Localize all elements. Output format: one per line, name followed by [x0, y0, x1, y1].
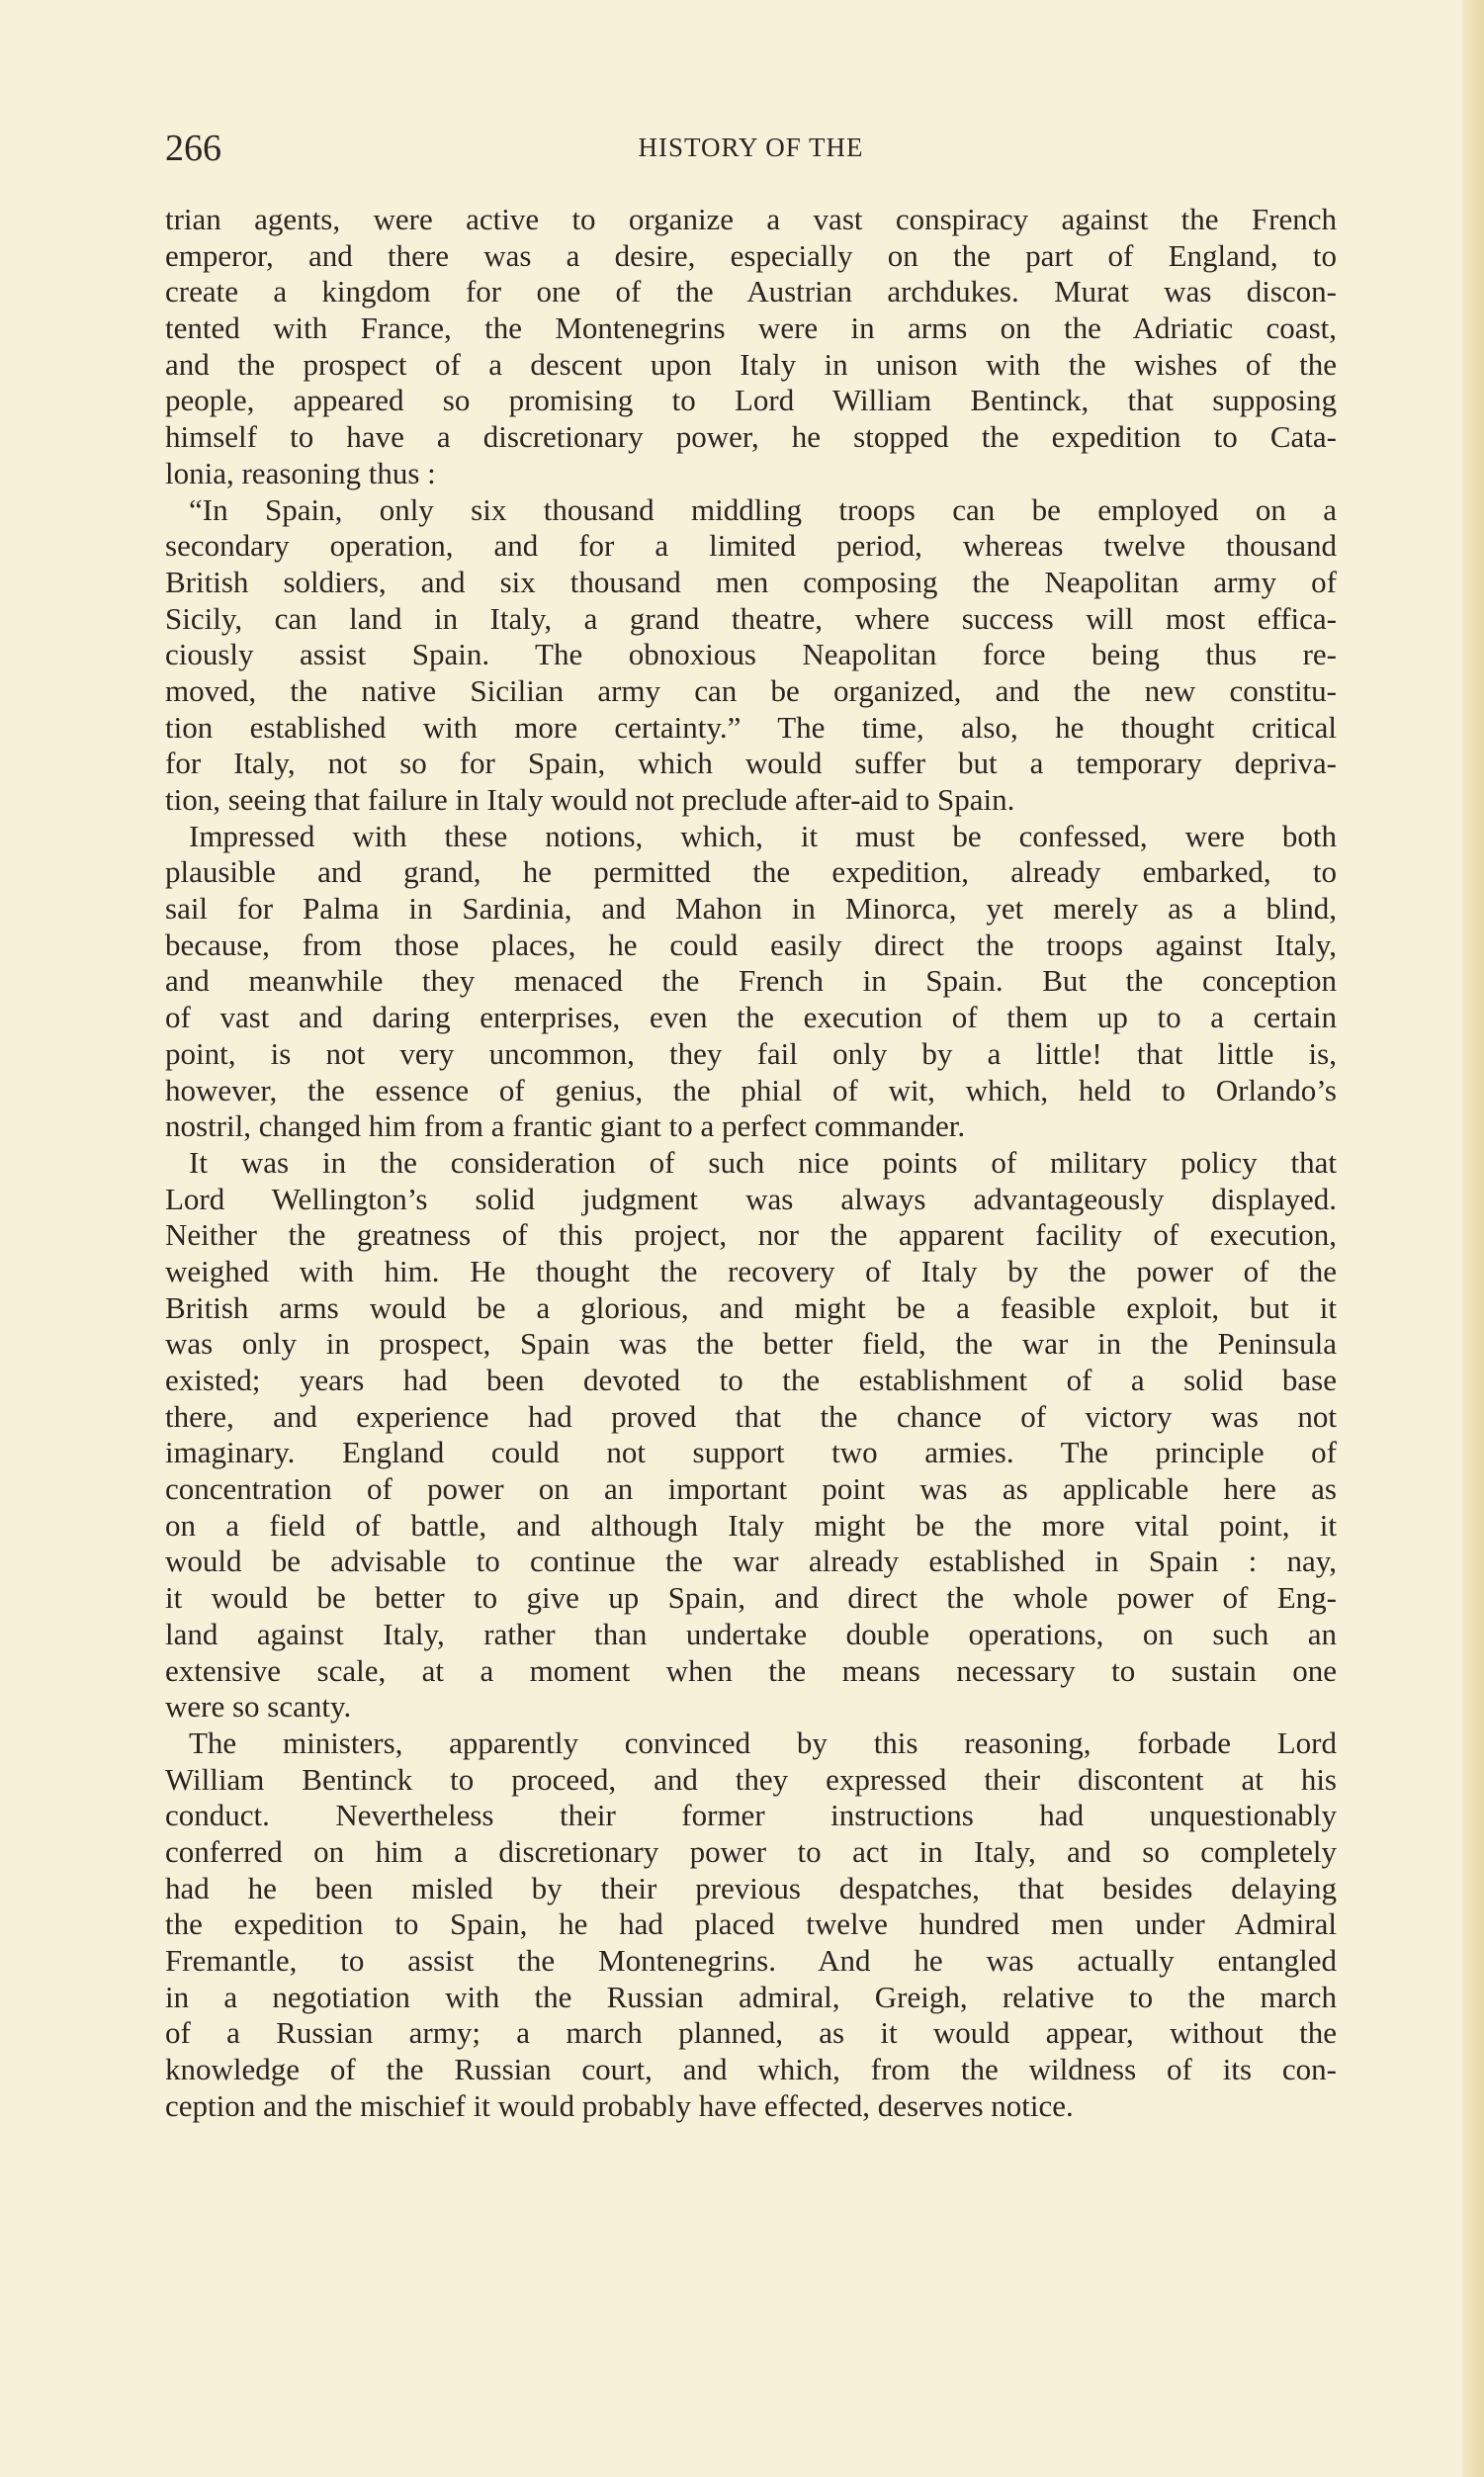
- text-line: ciously assist Spain. The obnoxious Neapolitan force being thus re-: [165, 637, 1337, 672]
- text-line: nostril, changed him from a frantic giant to a perfect commander.: [165, 1108, 966, 1144]
- text-line: British arms would be a glorious, and might be a feasible exploit, but it: [165, 1289, 1337, 1325]
- text-line: because, from those places, he could easily direct the troops against Italy,: [165, 927, 1337, 962]
- text-line: create a kingdom for one of the Austrian archdukes. Murat was discon-: [165, 274, 1337, 310]
- running-title: HISTORY OF THE: [638, 133, 864, 162]
- text-line: of vast and daring enterprises, even the execution of them up to a certain: [165, 1000, 1337, 1035]
- paragraph: [165, 1725, 1337, 2125]
- text-line: tion established with more certainty.” The time, also, he thought critical: [165, 709, 1337, 745]
- page-number: 266: [165, 128, 221, 169]
- text-line: “In Spain, only six thousand middling troops can be employed on a: [189, 491, 1337, 527]
- text-line: people, appeared so promising to Lord William Bentinck, that supposing: [165, 383, 1337, 418]
- text-line: the expedition to Spain, he had placed twelve hundred men under Admiral: [165, 1906, 1337, 1942]
- text-line: lonia, reasoning thus :: [165, 455, 436, 490]
- text-line: conferred on him a discretionary power to act in Italy, and so completely: [165, 1833, 1337, 1869]
- text-line: existed; years had been devoted to the establishment of a solid base: [165, 1363, 1337, 1397]
- text-line: sail for Palma in Sardinia, and Mahon in Minorca, yet merely as a blind,: [165, 891, 1337, 927]
- paragraph: [165, 1145, 1337, 1725]
- text-line: British soldiers, and six thousand men composing the Neapolitan army of: [165, 564, 1337, 599]
- text-line: point, is not very uncommon, they fail only by a little! that little is,: [165, 1035, 1337, 1071]
- text-line: knowledge of the Russian court, and which, from the wildness of its con-: [165, 2052, 1337, 2087]
- text-line: had he been misled by their previous despatches, that besides delaying: [165, 1870, 1337, 1905]
- text-line: concentration of power on an important point was as applicable here as: [165, 1471, 1337, 1507]
- text-line: tion, seeing that failure in Italy would not preclude after-aid to Spain.: [165, 782, 1015, 817]
- text-line: ception and the mischief it would probably have effected, deserves notice.: [165, 2087, 1074, 2123]
- text-line: himself to have a discretionary power, he stopped the expedition to Cata-: [165, 419, 1337, 455]
- text-line: for Italy, not so for Spain, which would suffer but a temporary depriva-: [165, 746, 1337, 781]
- text-line: tented with France, the Montenegrins were in arms on the Adriatic coast,: [165, 310, 1337, 346]
- text-line: Fremantle, to assist the Montenegrins. And he was actually entangled: [165, 1943, 1337, 1978]
- text-line: it would be better to give up Spain, and direct the whole power of Eng-: [165, 1580, 1337, 1616]
- text-line: land against Italy, rather than undertake double operations, on such an: [165, 1616, 1337, 1651]
- text-line: plausible and grand, he permitted the expedition, already embarked, to: [165, 854, 1337, 890]
- body-text: [165, 202, 1337, 2124]
- text-line: extensive scale, at a moment when the means necessary to sustain one: [165, 1652, 1337, 1688]
- text-line: The ministers, apparently convinced by this reasoning, forbade Lord: [189, 1725, 1337, 1760]
- text-line: and meanwhile they menaced the French in Spain. But the conception: [165, 963, 1337, 999]
- text-line: Impressed with these notions, which, it must be confessed, were both: [189, 818, 1337, 853]
- text-line: in a negotiation with the Russian admiral, Greigh, relative to the march: [165, 1979, 1337, 2014]
- paragraph: [165, 202, 1337, 492]
- text-line: William Bentinck to proceed, and they expressed their discontent at his: [165, 1761, 1337, 1797]
- text-line: there, and experience had proved that the chance of victory was not: [165, 1398, 1337, 1434]
- page-edge: [1462, 0, 1484, 2477]
- text-line: trian agents, were active to organize a vast conspiracy against the French: [165, 202, 1337, 236]
- paragraph: [165, 819, 1337, 1145]
- text-line: and the prospect of a descent upon Italy in unison with the wishes of the: [165, 346, 1337, 382]
- text-line: weighed with him. He thought the recovery of Italy by the power of the: [165, 1253, 1337, 1288]
- text-line: conduct. Nevertheless their former instructions had unquestionably: [165, 1798, 1337, 1833]
- text-line: would be advisable to continue the war already established in Spain : nay,: [165, 1544, 1337, 1579]
- text-line: however, the essence of genius, the phial of wit, which, held to Orlando’s: [165, 1072, 1337, 1107]
- text-line: Sicily, can land in Italy, a grand theatre, where success will most effica-: [165, 600, 1337, 636]
- text-line: It was in the consideration of such nice points of military policy that: [189, 1144, 1337, 1180]
- text-line: was only in prospect, Spain was the better field, the war in the Peninsula: [165, 1326, 1337, 1362]
- page-header: [165, 127, 1337, 170]
- text-line: Neither the greatness of this project, nor the apparent facility of execution,: [165, 1217, 1337, 1253]
- text-line: on a field of battle, and although Italy might be the more vital point, it: [165, 1507, 1337, 1543]
- text-line: were so scanty.: [165, 1689, 352, 1725]
- text-line: Lord Wellington’s solid judgment was always advantageously displayed.: [165, 1181, 1337, 1216]
- text-line: imaginary. England could not support two armies. The principle of: [165, 1435, 1337, 1470]
- text-line: of a Russian army; a march planned, as it would appear, without the: [165, 2015, 1337, 2051]
- text-line: secondary operation, and for a limited period, whereas twelve thousand: [165, 528, 1337, 564]
- text-line: moved, the native Sicilian army can be organized, and the new constitu-: [165, 672, 1337, 708]
- paragraph: [165, 492, 1337, 819]
- text-line: emperor, and there was a desire, especially on the part of England, to: [165, 237, 1337, 273]
